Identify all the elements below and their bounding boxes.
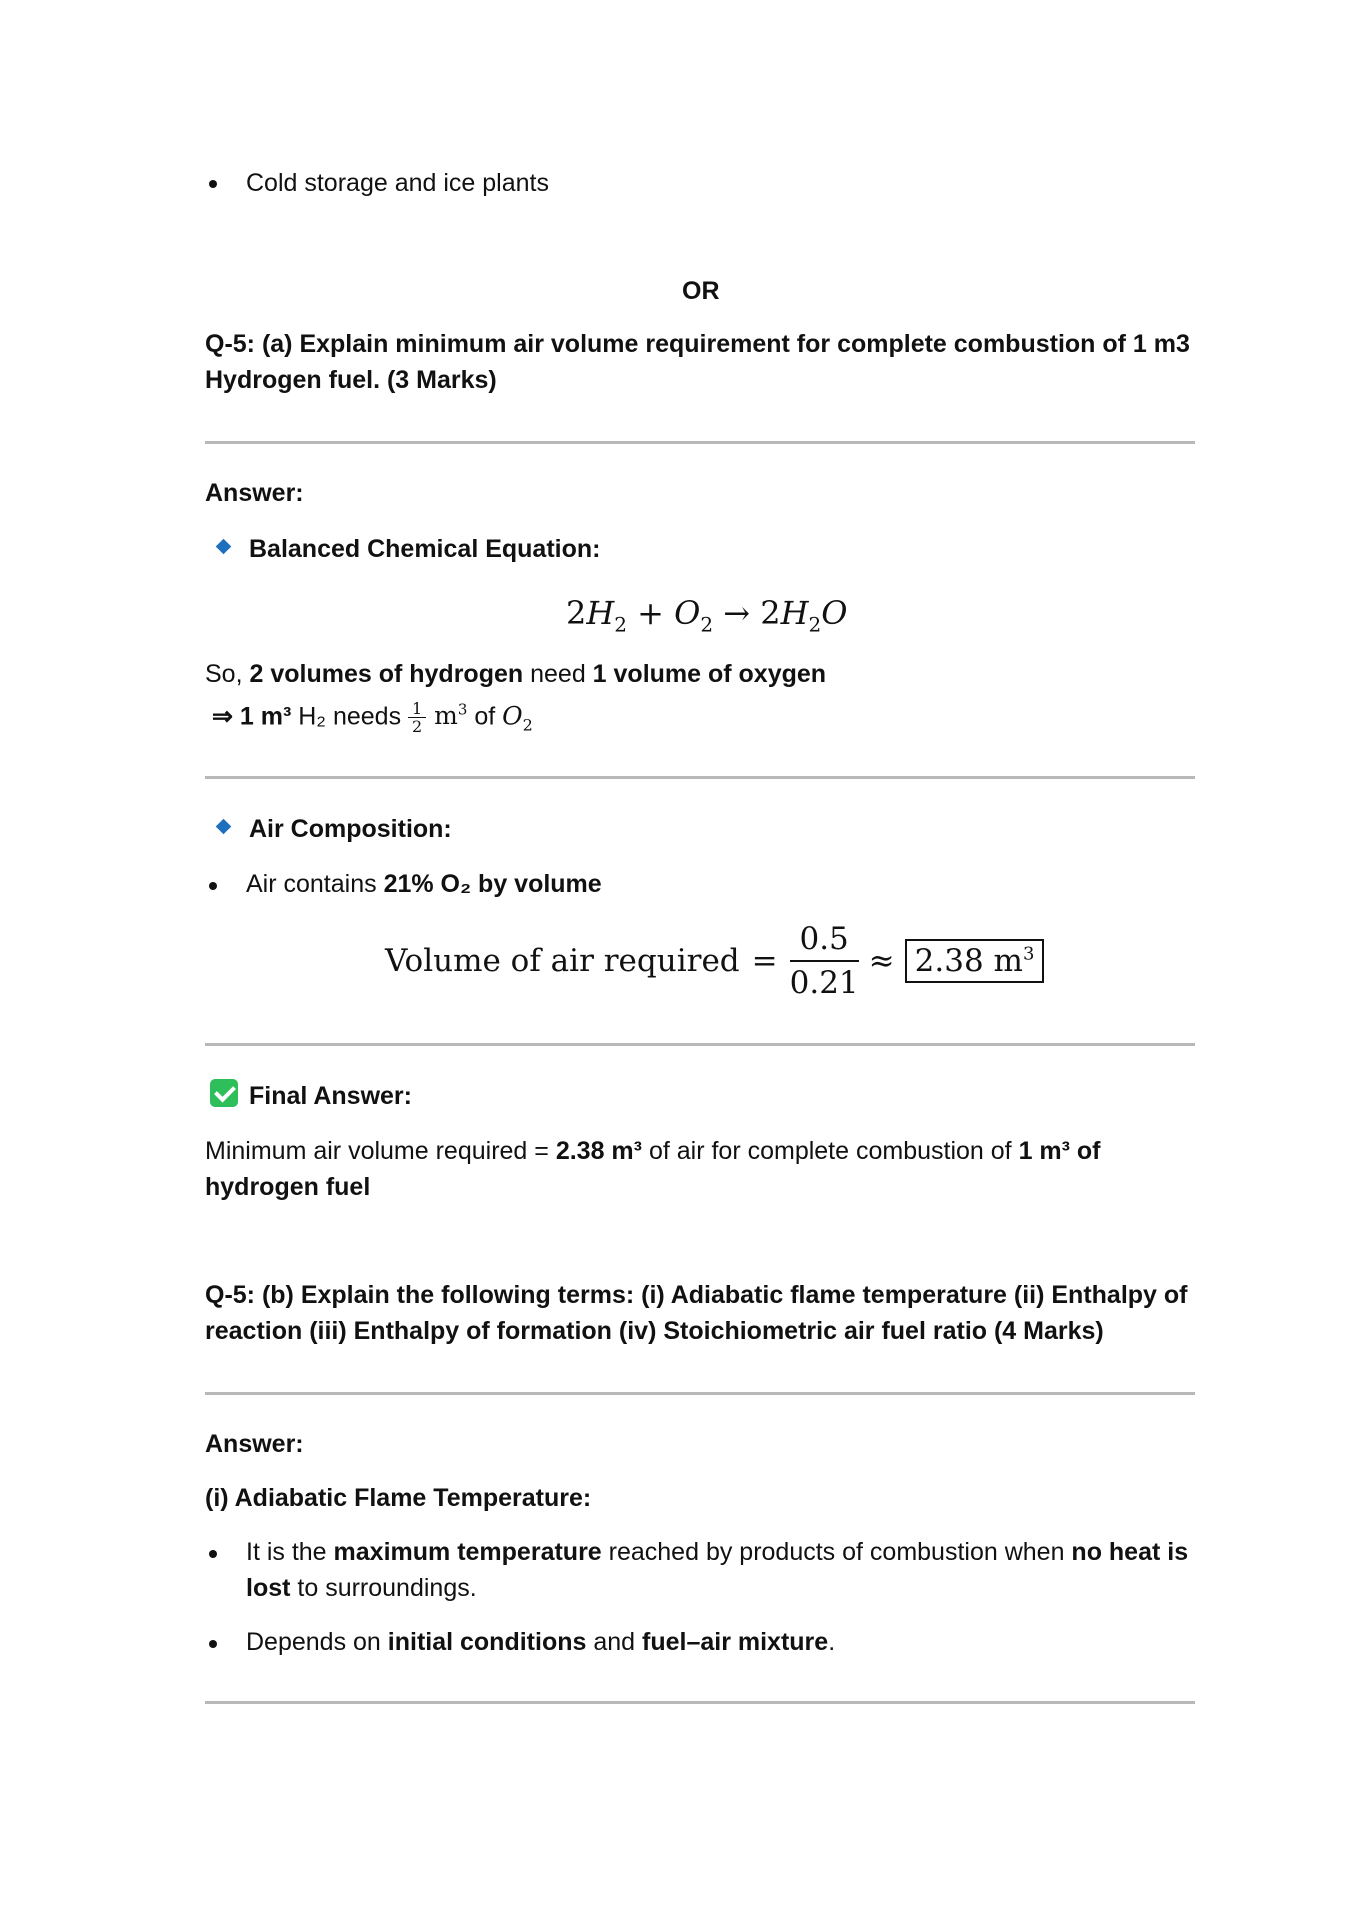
q5a-question: Q-5: (a) Explain minimum air volume requirement for complete combustion of 1 m3 Hydrogen fuel. (3 Marks) [205, 330, 1190, 394]
bullet2-text: Depends on initial conditions and fuel–air mixture. [246, 1628, 836, 1656]
final-answer-text: Minimum air volume required = 2.38 m³ of air for complete combustion of 1 m³ of hydrogen fuel [205, 1137, 1101, 1201]
bullet-dot [209, 180, 217, 188]
air-bullet-text: Air contains 21% O₂ by volume [246, 870, 602, 898]
divider [205, 1043, 1195, 1046]
air-heading: Air Composition: [249, 815, 452, 843]
q5b-question: Q-5: (b) Explain the following terms: (i) Adiabatic flame temperature (ii) Enthalpy of reaction (iii) Enthalpy of formation (iv) Stoichiometric air fuel ratio (4 Marks) [205, 1281, 1188, 1345]
divider [205, 441, 1195, 444]
bullet-dot [209, 1550, 217, 1558]
blue-diamond-icon [216, 539, 232, 555]
bullet-dot [209, 1640, 217, 1648]
divider [205, 1392, 1195, 1395]
top-bullet-text: Cold storage and ice plants [246, 169, 549, 197]
balanced-heading: Balanced Chemical Equation: [249, 535, 601, 563]
or-label: OR [682, 277, 720, 305]
balanced-equation: $2H_2 + O_2 \to 2H_2O$ [566, 594, 848, 637]
air-volume-formula: Volume of air required = $\frac{0.5}{0.21}$ ≈ 2.38 $m^3$ [385, 918, 1044, 1004]
divider [205, 1701, 1195, 1704]
so-line: So, 2 volumes of hydrogen need 1 volume of oxygen [205, 660, 827, 688]
final-heading: Final Answer: [249, 1082, 412, 1110]
bullet1-text: It is the maximum temperature reached by products of combustion when no heat is lost to surroundings. [246, 1538, 1189, 1602]
green-check-icon [210, 1079, 238, 1107]
answer-label: Answer: [205, 1430, 304, 1458]
bullet-dot [209, 882, 217, 890]
blue-diamond-icon [216, 819, 232, 835]
boxed-result: 2.38 $m^3$ [905, 939, 1045, 983]
needs-line: ⇒ 1 m³ H₂ needs $\frac{1}{2}$ $m^3$ of $O_2$ [212, 699, 533, 737]
sub-heading: (i) Adiabatic Flame Temperature: [205, 1484, 592, 1512]
divider [205, 776, 1195, 779]
answer-label: Answer: [205, 479, 304, 507]
